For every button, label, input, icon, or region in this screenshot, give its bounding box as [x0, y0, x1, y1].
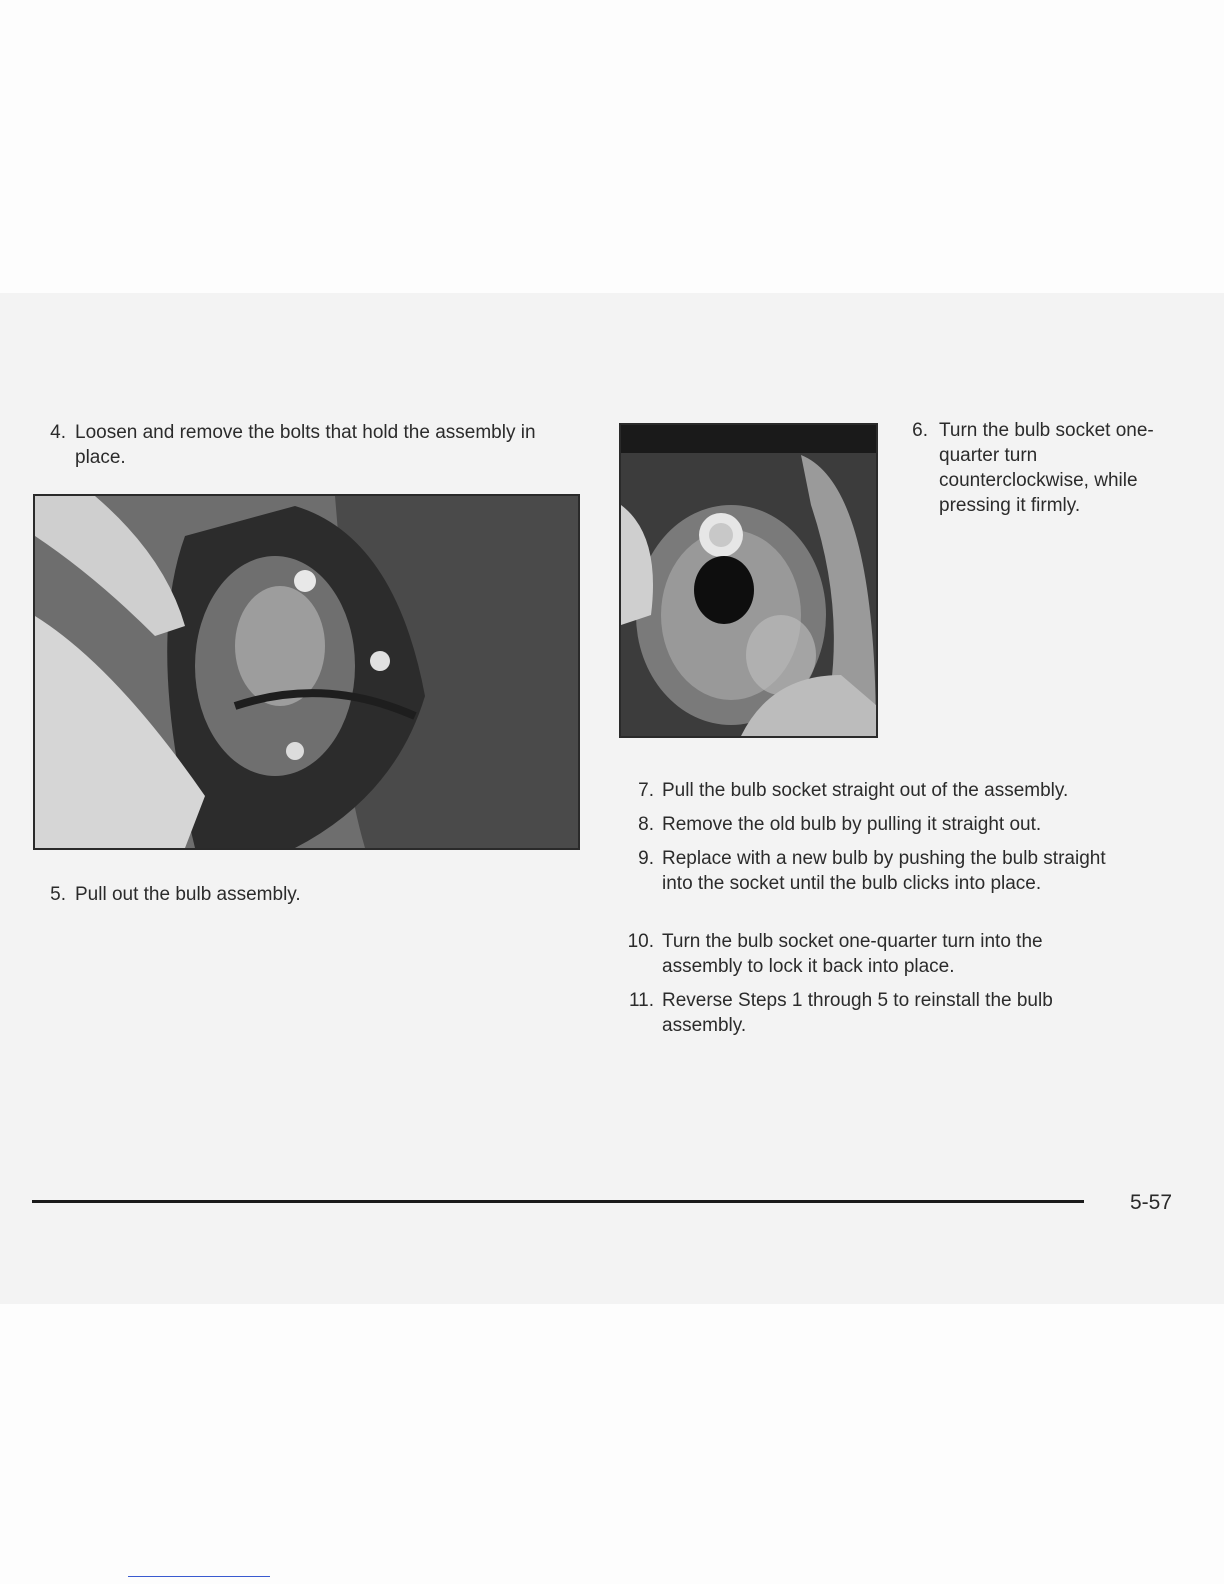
- step-number: 11.: [628, 990, 654, 1011]
- step-6: [906, 418, 1176, 518]
- step-text: Reverse Steps 1 through 5 to reinstall the bulb assembly.: [662, 990, 1053, 1036]
- footer-rule: [32, 1200, 1084, 1203]
- headlamp-assembly-photo: [33, 494, 580, 850]
- step-9: [624, 846, 1124, 896]
- step-number: 9.: [638, 848, 654, 869]
- step-text: Pull out the bulb assembly.: [75, 884, 301, 905]
- step-number: 6.: [912, 420, 928, 441]
- step-4: [44, 420, 589, 470]
- step-text: Replace with a new bulb by pushing the bulb straight into the socket until the bulb clicks into place.: [662, 848, 1106, 894]
- page-number: 5-57: [1130, 1191, 1173, 1214]
- step-number: 4.: [50, 422, 66, 443]
- step-text: Loosen and remove the bolts that hold the assembly in place.: [75, 422, 536, 468]
- step-5: [44, 882, 589, 907]
- step-11: [624, 988, 1124, 1038]
- step-7: [624, 778, 1164, 803]
- step-number: 7.: [638, 780, 654, 801]
- step-number: 10.: [627, 931, 654, 952]
- bulb-socket-photo: [619, 423, 878, 738]
- step-number: 5.: [50, 884, 66, 905]
- step-text: Remove the old bulb by pulling it straight out.: [662, 814, 1042, 835]
- bottom-link-underline: [128, 1576, 270, 1577]
- step-text: Pull the bulb socket straight out of the assembly.: [662, 780, 1069, 801]
- step-8: [624, 812, 1164, 837]
- step-number: 8.: [638, 814, 654, 835]
- step-text: Turn the bulb socket one-quarter turn into the assembly to lock it back into place.: [662, 931, 1043, 977]
- step-text: Turn the bulb socket one-quarter turn counterclockwise, while pressing it firmly.: [939, 420, 1154, 516]
- step-10: [624, 929, 1124, 979]
